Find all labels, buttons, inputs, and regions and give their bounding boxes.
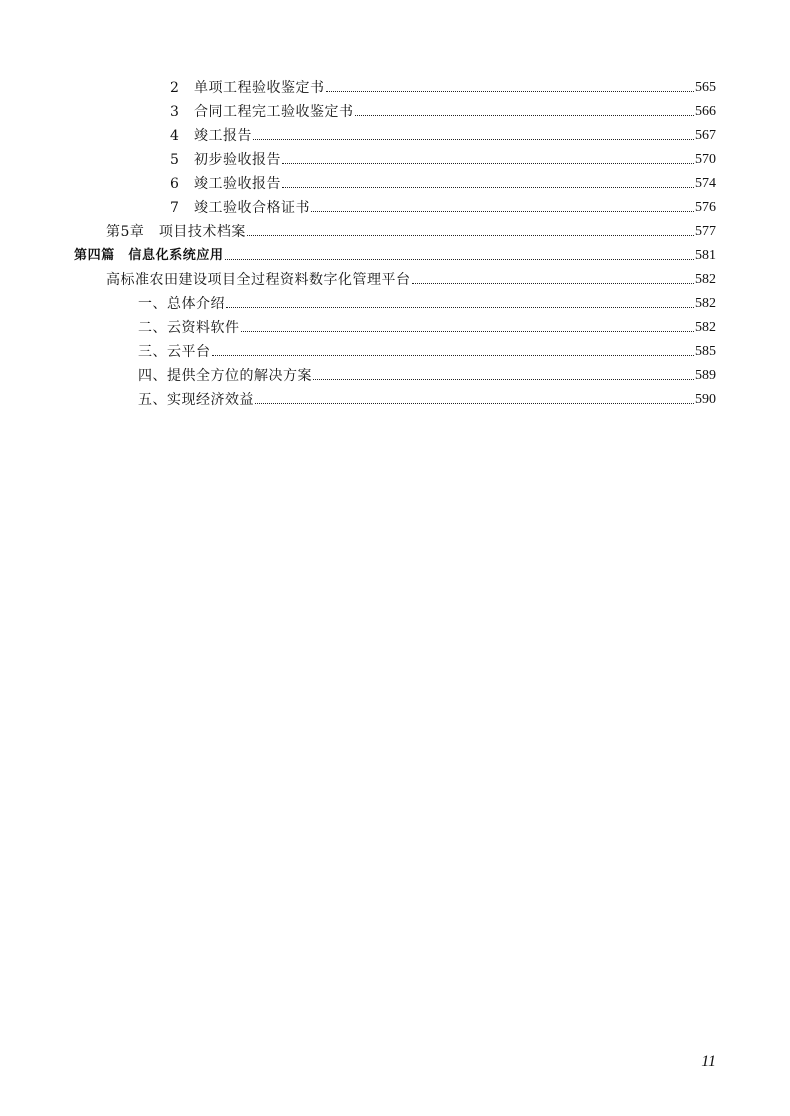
toc-entry-chapter-5[interactable] bbox=[106, 221, 716, 241]
dot-leader bbox=[282, 187, 694, 188]
toc-entry-title: 单项工程验收鉴定书 bbox=[194, 80, 325, 96]
dot-leader bbox=[241, 331, 695, 332]
toc-entry-item-7[interactable] bbox=[170, 197, 716, 217]
toc-entry-title: 竣工验收报告 bbox=[194, 176, 281, 192]
toc-entry-part-4[interactable] bbox=[74, 245, 716, 265]
toc-entry-page: 574 bbox=[695, 176, 716, 191]
toc-entry-title: 四、提供全方位的解决方案 bbox=[138, 368, 312, 384]
toc-entry-page: 582 bbox=[695, 272, 716, 287]
dot-leader bbox=[282, 163, 694, 164]
toc-entry-section-3[interactable] bbox=[138, 341, 716, 361]
toc-entry-page: 590 bbox=[695, 392, 716, 407]
toc-entry-page: 589 bbox=[695, 368, 716, 383]
toc-entry-title: 竣工验收合格证书 bbox=[194, 200, 310, 216]
toc-entry-item-5[interactable] bbox=[170, 149, 716, 169]
toc-entry-title: 高标准农田建设项目全过程资料数字化管理平台 bbox=[106, 272, 411, 288]
toc-entry-title: 二、云资料软件 bbox=[138, 320, 240, 336]
toc-entry-page: 581 bbox=[695, 248, 716, 263]
toc-entry-number: 4 bbox=[170, 128, 179, 144]
toc-entry-title: 一、总体介绍 bbox=[138, 296, 225, 312]
toc-entry-number: 7 bbox=[170, 200, 179, 216]
dot-leader bbox=[247, 235, 694, 236]
dot-leader bbox=[313, 379, 694, 380]
toc-entry-item-4[interactable] bbox=[170, 125, 716, 145]
dot-leader bbox=[253, 139, 694, 140]
toc-entry-number: 2 bbox=[170, 80, 179, 96]
toc-entry-title: 第四篇 信息化系统应用 bbox=[74, 248, 224, 263]
toc-entry-number: 6 bbox=[170, 176, 179, 192]
dot-leader bbox=[226, 307, 694, 308]
toc-entry-page: 585 bbox=[695, 344, 716, 359]
toc-entry-number: 5 bbox=[170, 152, 179, 168]
toc-entry-title: 五、实现经济效益 bbox=[138, 392, 254, 408]
dot-leader bbox=[355, 115, 695, 116]
dot-leader bbox=[326, 91, 695, 92]
toc-entry-section-1[interactable] bbox=[138, 293, 716, 313]
toc-entry-page: 565 bbox=[695, 80, 716, 95]
dot-leader bbox=[225, 259, 694, 260]
toc-entry-title: 合同工程完工验收鉴定书 bbox=[194, 104, 354, 120]
toc-entry-page: 567 bbox=[695, 128, 716, 143]
toc-entry-page: 570 bbox=[695, 152, 716, 167]
dot-leader bbox=[412, 283, 695, 284]
toc-entry-section-5[interactable] bbox=[138, 389, 716, 409]
toc-entry-number: 3 bbox=[170, 104, 179, 120]
toc-entry-title: 第5章 项目技术档案 bbox=[106, 224, 246, 240]
toc-entry-platform[interactable] bbox=[106, 269, 716, 289]
toc-entry-page: 582 bbox=[695, 320, 716, 335]
toc-entry-section-4[interactable] bbox=[138, 365, 716, 385]
toc-entry-page: 577 bbox=[695, 224, 716, 239]
toc-entry-title: 竣工报告 bbox=[194, 128, 252, 144]
toc-entry-page: 582 bbox=[695, 296, 716, 311]
toc-entry-item-3[interactable] bbox=[170, 101, 716, 121]
toc-entry-title: 初步验收报告 bbox=[194, 152, 281, 168]
toc-entry-page: 566 bbox=[695, 104, 716, 119]
toc-entry-title: 三、云平台 bbox=[138, 344, 211, 360]
toc-entry-page: 576 bbox=[695, 200, 716, 215]
page-number: 11 bbox=[701, 1053, 716, 1070]
toc-entry-item-2[interactable] bbox=[170, 77, 716, 97]
dot-leader bbox=[212, 355, 695, 356]
dot-leader bbox=[311, 211, 694, 212]
toc-entry-item-6[interactable] bbox=[170, 173, 716, 193]
toc-entry-section-2[interactable] bbox=[138, 317, 716, 337]
dot-leader bbox=[255, 403, 694, 404]
